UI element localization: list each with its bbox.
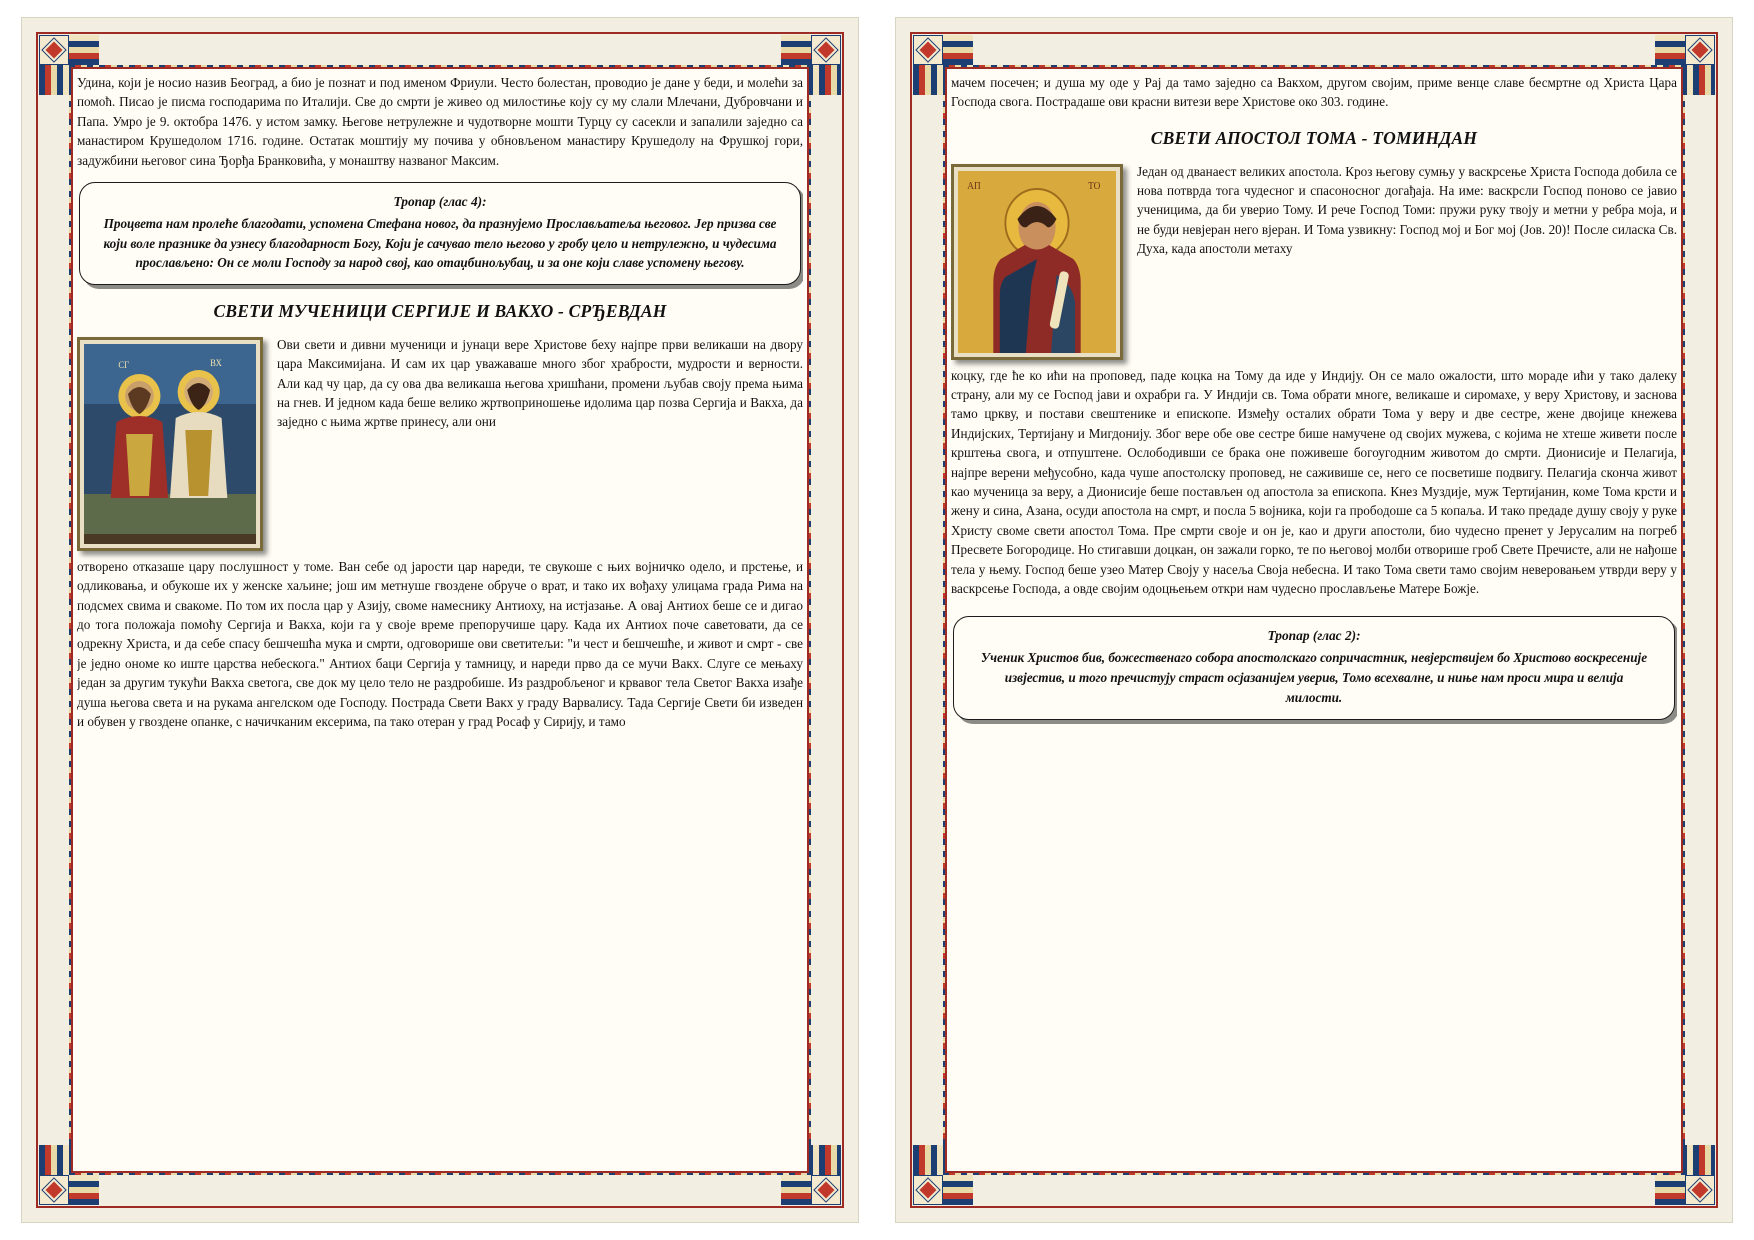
corner-ornament-bottom-left: [913, 1175, 943, 1205]
paragraph-sergius-bacchus-intro: Ови свети и дивни мученици и јунаци вере Христове беху најпре први великаши на двору цара Максимијана. И сам их цар уважаваше много због храбрости, мудрости и верности. Али кад чу цар, да су ова два великаша његова хришћани, промени љубав своју према њима на гнев. И једном када беше велико жртвоприношење идолима цар позва Сергија и Вакха, да заједно с њима жртве принесу, али они: [277, 336, 803, 430]
icon-saints-sergius-and-bacchus: [77, 337, 263, 551]
corner-ornament-top-left: [913, 35, 943, 65]
troparion-box-right: [953, 616, 1675, 719]
svg-text:АП: АП: [967, 180, 981, 192]
icon-image: [84, 344, 256, 544]
paragraph-sergius-bacchus-continued: отворено отказаше цару послушност у томе. Ван себе од јарости цар нареди, те свукоше с њих војничко одело, и прстење, и одликовања, и обукоше их у женске хаљине; још им метнуше гвоздене обруче о врат, и тако их вођаху улицама града Рима на подсмех свима и свакоме. По том их посла цар у Азију, своме намеснику Антиоху, на истјазање. А овај Антиох беше се и дигао до тога положаја помоћу Сергија и Вакха, који га у своје време препоручише цару. Када их Антиох поче саветовати, да се одрекну Христа, и да себе спасу бешчешћа мука и смрти, одговорише ови светитељи: "и чест и бешчешће, и живот и смрт - све је једно ономе ко иште царства небескога." Антиох баци Сергија у тамницу, и нареди прво да се мучи Вакх. Слуге се мењаху један за другим тукући Вакха светога, све док му цело тело не раздробише. Из раздробљеног и крвавог тела Светог Вакха изађе душа његова света и на рукама ангелском оде Господу. Пострада Свети Вакх у граду Варвалису. Тада Сергије Свети би изведен и обувен у гвоздене опанке, с начичканим ексерима, па тако отеран у град Росаф у Сирију, и тамо: [77, 558, 803, 730]
page-right: [896, 18, 1732, 1222]
page-right-content: [951, 73, 1677, 1167]
page-left: [22, 18, 858, 1222]
icon-artwork: [84, 344, 256, 544]
svg-text:ВХ: ВХ: [210, 357, 222, 368]
icon-artwork: [958, 171, 1116, 353]
page-left-content: [77, 73, 803, 1167]
icon-image: [958, 171, 1116, 353]
paragraph-thomas-intro: Један од дванаест великих апостола. Кроз његову сумњу у васкрсење Христа Господа добила се нова потврда тога чудесног и спасоносног догађаја. На име: васкрсли Господ поново се јавио ученицима, да би уверио Тому. И рече Господ Томи: пружи руку твоју и метни у ребра моја, и не буди невјеран него вјеран. И Тома узвикну: Господ мој и Бог мој (Јов. 20)! После силаска Св. Духа, када апостоли метаху: [1137, 163, 1677, 257]
troparion-title: Тропар (глас 4):: [393, 194, 487, 210]
svg-text:СГ: СГ: [118, 359, 130, 370]
icon-apostle-thomas: [951, 164, 1123, 360]
corner-ornament-top-right: [811, 35, 841, 65]
troparion-title: Тропар (глас 2):: [1267, 628, 1361, 644]
corner-ornament-bottom-right: [1685, 1175, 1715, 1205]
paragraph-sergius-bacchus-ending: мачем посечен; и душа му оде у Рај да тамо заједно са Вакхом, другом својим, приме венце славе бесмртне од Христа Цара Господа свога. Пострадаше ови красни витези вере Христове око 303. године.: [951, 75, 1677, 110]
paragraph-biography-stefan: Удина, који је носио назив Београд, а био је познат и под именом Фриули. Често болестан, проводио је дане у беди, и молећи за помоћ. Писао је писма господарима по Италији. Све до смрти је живео од милостиње коју су му слали Млечани, Дубровчани и Папа. Умро је 9. октобра 1476. у истом замку. Његове нетрулежне и чудотворне мошти Турцу су сасекли и запалили заједно са манастиром Крушедолом 1716. године. Остатак моштију му почива у обновљеном манастиру Крушедолу на Фрушкој гори, задужбини његовог сина Ђорђа Бранковића, у монаштву названог Максим.: [77, 75, 803, 168]
corner-ornament-top-right: [1685, 35, 1715, 65]
svg-text:ТО: ТО: [1088, 180, 1101, 192]
troparion-text: Ученик Христов бив, божественаго собора апостолскаго сопричастник, невјерствијем бо Христово воскресеније извјестив, и того пречистују страст осјазанијем уверив, Томо всехвалне, и ниње нам проси мира и велија милости.: [980, 650, 1648, 705]
troparion-box-left: [79, 182, 801, 285]
section-heading-sergius-bacchus: СВЕТИ МУЧЕНИЦИ СЕРГИЈЕ И ВАКХО - СРЂЕВДАН: [213, 301, 667, 322]
troparion-text: Процвета нам пролеће благодати, успомена Стефана новог, да празнујемо Прослављатеља његовог. Јер призва све који воле празнике да узнесу благодарност Богу, Који је сачувао тело његово у гробу цело и нетрулежно, и чудесима прослављено: Он се моли Господу за народ свој, као отаџбинољубац, и за оне који славе успомену његову.: [103, 215, 777, 271]
corner-ornament-bottom-left: [39, 1175, 69, 1205]
paragraph-thomas-continued: коцку, где ће ко ићи на проповед, паде коцка на Тому да иде у Индију. Он се мало ожалости, што мораде ићи у тако далеку страну, али му се Господ јави и охрабри га. У Индији св. Тома обрати многе, великаше и сиромахе, у веру Христову, и заснова тамо цркву, и постави свештенике и епископе. Између осталих обрати Тома у веру и две сестре, жене двојице кнежева Индијских, Тертијану и Мигдонију. Због вере обе ове сестре бише намучене од својих мужева, с којима не хтеше живети после крштења свога, и отпуштене. Ослободивши се брака оне поживеше богоугодним животом до смрти. Дионисије и Пелагија, најпре верени међусобно, када чуше апостолску проповед, не саживише се, него се посветише подвигу. Пелагија сконча живот као мученица за веру, а Дионисије беше постављен од апостола за епископа. Кнез Муздије, муж Тертијанин, коме Тома крсти и жену и сина, Азана, осуди апостола на смрт, и посла 5 војника, који га прободоше са 5 копаља. И тако предаде душу своју у руке Христу своме свети апостол Тома. Пре смрти своје и он је, као и други апостоли, био чудесно пренет у Јерусалим на погреб Пресвете Богородице. Но стигавши доцкан, он зажали горко, те по његовој молби отворише гроб Свете Пречисте, али не нађоше тела у њему. Господ беше узео Матер Своју у насеља Своја небесна. И тако Тома свети тамо својим неверовањем утврди веру у васкрсење Господа, а овде својим одоцњењем откри нам чудесно прослављење Матере Божје.: [951, 367, 1677, 596]
corner-ornament-top-left: [39, 35, 69, 65]
section-heading-apostle-thomas: СВЕТИ АПОСТОЛ ТОМА - ТОМИНДАН: [1150, 127, 1478, 148]
corner-ornament-bottom-right: [811, 1175, 841, 1205]
